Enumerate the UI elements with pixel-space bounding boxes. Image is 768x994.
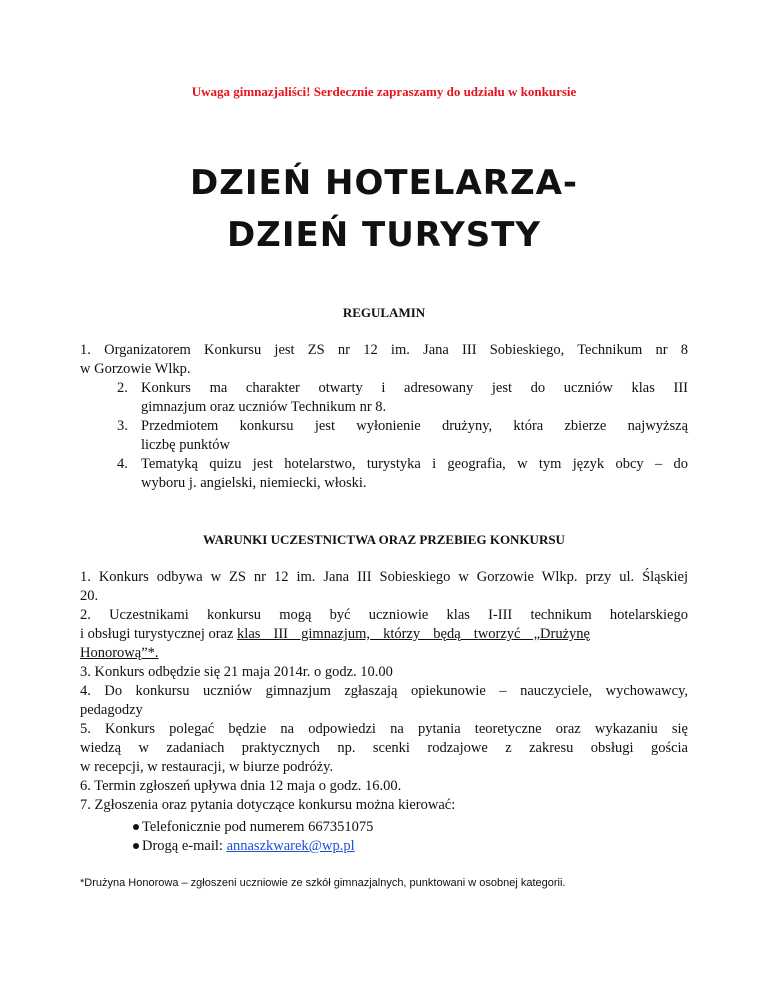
warunki-line: w recepcji, w restauracji, w biurze podróży. bbox=[80, 759, 334, 775]
list-number: 3. bbox=[117, 418, 128, 434]
regulamin-point-1-line-2: w Gorzowie Wlkp. bbox=[80, 361, 191, 377]
contact-phone bbox=[133, 818, 373, 837]
email-label: Drogą e-mail: bbox=[142, 838, 227, 854]
warunki-line: 20. bbox=[80, 588, 99, 604]
warunki-line: 3. Konkurs odbędzie się 21 maja 2014r. o godz. 10.00 bbox=[80, 664, 393, 680]
phone-text: Telefonicznie pod numerem 667351075 bbox=[142, 819, 374, 835]
list-item-line: liczbę punktów bbox=[141, 437, 230, 453]
contact-email bbox=[133, 837, 355, 856]
warunki-line: 1. Konkurs odbywa w ZS nr 12 im. Jana III Sobieskiego w Gorzowie Wlkp. przy ul. Śląskiej bbox=[80, 569, 688, 585]
warunki-line: Honorową”*. bbox=[80, 645, 159, 661]
list-item-line: gimnazjum oraz uczniów Technikum nr 8. bbox=[141, 399, 387, 415]
list-item-line: Tematyką quizu jest hotelarstwo, turystyka i geografia, w tym język obcy – do bbox=[141, 456, 688, 472]
footnote: *Drużyna Honorowa – zgłoszeni uczniowie ze szkół gimnazjalnych, punktowani w osobnej kategorii. bbox=[80, 877, 566, 889]
warunki-line: 5. Konkurs polegać będzie na odpowiedzi na pytania teoretyczne oraz wykazaniu się bbox=[80, 721, 688, 737]
warunki-line: 6. Termin zgłoszeń upływa dnia 12 maja o godz. 16.00. bbox=[80, 778, 402, 794]
bullet-icon bbox=[133, 824, 139, 830]
warunki-line bbox=[80, 625, 688, 644]
invitation-notice: Uwaga gimnazjaliści! Serdecznie zapraszamy do udziału w konkursie bbox=[191, 84, 577, 99]
bullet-icon bbox=[133, 843, 139, 849]
druzyna-honorowa-underlined: klas III gimnazjum, którzy będą tworzyć „Drużynę bbox=[237, 626, 590, 642]
list-number: 4. bbox=[117, 456, 128, 472]
warunki-line-part: i obsługi turystycznej oraz bbox=[80, 626, 238, 642]
regulamin-heading: REGULAMIN bbox=[342, 305, 426, 320]
warunki-line: wiedzą w zadaniach praktycznych np. scenki rodzajowe z zakresu obsługi gościa bbox=[80, 740, 688, 756]
warunki-line: pedagodzy bbox=[80, 702, 143, 718]
list-number: 2. bbox=[117, 380, 128, 396]
warunki-line: 7. Zgłoszenia oraz pytania dotyczące konkursu można kierować: bbox=[80, 797, 456, 813]
list-item-line: wyboru j. angielski, niemiecki, włoski. bbox=[141, 475, 367, 491]
list-item-line: Przedmiotem konkursu jest wyłonienie drużyny, która zbierze najwyższą bbox=[141, 418, 688, 434]
list-item-line: Konkurs ma charakter otwarty i adresowany jest do uczniów klas III bbox=[141, 380, 688, 396]
title-line-2: DZIEŃ TURYSTY bbox=[226, 215, 542, 255]
warunki-heading: WARUNKI UCZESTNICTWA ORAZ PRZEBIEG KONKURSU bbox=[203, 532, 565, 547]
email-link[interactable]: annaszkwarek@wp.pl bbox=[226, 838, 355, 854]
regulamin-point-1-line-1: 1. Organizatorem Konkursu jest ZS nr 12 im. Jana III Sobieskiego, Technikum nr 8 bbox=[80, 342, 688, 358]
warunki-line: 2. Uczestnikami konkursu mogą być uczniowie klas I-III technikum hotelarskiego bbox=[80, 607, 688, 623]
title-line-1: DZIEŃ HOTELARZA- bbox=[189, 163, 579, 203]
warunki-line: 4. Do konkursu uczniów gimnazjum zgłaszają opiekunowie – nauczyciele, wychowawcy, bbox=[80, 683, 688, 699]
warunki-body bbox=[80, 568, 688, 815]
regulamin-point-1 bbox=[80, 341, 688, 379]
